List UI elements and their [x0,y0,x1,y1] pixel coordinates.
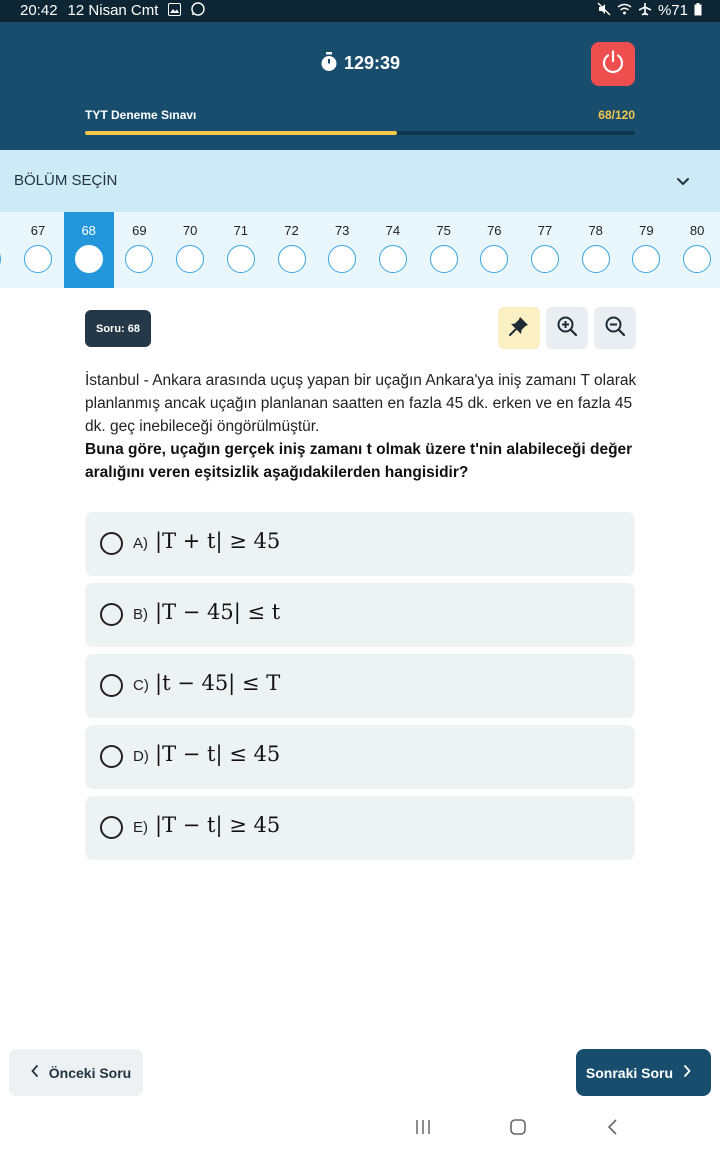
section-selector[interactable] [0,150,720,212]
question-footer [0,1040,720,1102]
option-math: |T − 45| ≤ t [155,600,281,624]
question-status-circle [480,245,508,273]
zoom-out-icon [604,315,626,342]
question-status-circle [328,245,356,273]
question-nav-number: 72 [284,223,299,238]
question-status-circle [683,245,711,273]
question-nav-item[interactable] [419,212,469,288]
question-nav-item[interactable] [317,212,367,288]
question-status-circle [632,245,660,273]
question-nav-number: 71 [233,223,249,238]
question-nav-number: 78 [588,223,603,238]
question-nav-item[interactable] [469,212,519,288]
answer-option-b[interactable] [85,583,635,647]
question-number-badge: Soru: 68 [85,310,151,347]
exam-progress-count: 68/120 [598,108,635,122]
chevron-right-icon [683,1064,691,1082]
question-nav-number: 76 [487,223,502,238]
previous-question-label: Önceki Soru [48,1064,132,1081]
question-text: İstanbul - Ankara arasında uçuş yapan bir uçağın Ankara'ya iniş zamanı T olarak planlanmış ancak uçağın planlanan saatten en fazla 45 dk. erken ve en fazla 45 dk. geç inebileceği öngörülmüştür. [85,372,637,435]
answer-option-e[interactable] [85,796,635,860]
option-letter: B) [133,606,148,623]
question-status-circle [24,245,52,273]
exam-header [0,22,720,150]
radio-button[interactable] [100,603,123,626]
question-status-circle [278,245,306,273]
battery-icon [694,3,702,19]
question-nav-number: 74 [385,223,401,238]
question-nav-item[interactable] [64,212,114,288]
battery-percent: %71 [657,2,688,19]
question-nav-item[interactable] [216,212,266,288]
home-icon[interactable] [509,1118,527,1141]
option-letter: E) [133,819,148,836]
question-status-circle [379,245,407,273]
status-bar [0,0,720,22]
stopwatch-icon [320,52,338,77]
question-nav-item[interactable] [520,212,570,288]
answer-option-d[interactable] [85,725,635,789]
question-status-circle [531,245,559,273]
answer-option-c[interactable] [85,654,635,718]
question-nav-number: 73 [334,223,350,238]
question-status-circle [582,245,610,273]
previous-question-button[interactable] [9,1049,143,1096]
question-status-circle [176,245,204,273]
radio-button[interactable] [100,674,123,697]
question-nav-item[interactable] [13,212,63,288]
question-nav-number: 75 [436,223,451,238]
option-math: |T + t| ≥ 45 [155,529,281,553]
question-nav-number: 69 [132,223,147,238]
zoom-in-button[interactable] [546,307,588,349]
gallery-icon [168,3,181,19]
next-question-button[interactable] [576,1049,711,1096]
question-nav-number: 70 [182,223,198,238]
option-math: |t − 45| ≤ T [155,671,281,695]
pin-question-button[interactable] [498,307,540,349]
power-icon [600,49,626,80]
option-math: |T − t| ≤ 45 [155,742,281,766]
question-nav-item[interactable] [165,212,215,288]
radio-button[interactable] [100,532,123,555]
question-nav-number: 80 [689,223,705,238]
question-nav-number: 67 [30,223,46,238]
radio-button[interactable] [100,745,123,768]
question-prompt: Buna göre, uçağın gerçek iniş zamanı t olmak üzere t'nin alabileceği değer aralığını veren eşitsizlik aşağıdakilerden hangisidir? [85,441,633,481]
mute-icon [597,2,611,19]
option-letter: D) [133,748,149,765]
status-date: 12 Nisan Cmt [67,2,159,19]
question-nav-number: 68 [81,223,96,238]
chevron-down-icon [676,174,690,192]
wifi-icon [617,3,632,18]
exam-title: TYT Deneme Sınavı [85,108,197,122]
question-nav-number: 77 [537,223,553,238]
question-nav-item[interactable] [368,212,418,288]
question-status-circle [430,245,458,273]
option-letter: C) [133,677,149,694]
finish-exam-button[interactable] [591,42,635,86]
exam-progress-bar [85,131,635,135]
question-status-circle [0,245,1,273]
question-status-circle [125,245,153,273]
exam-progress-fill [85,131,397,135]
question-nav-item[interactable] [621,212,671,288]
airplane-icon [638,2,652,19]
next-question-label: Sonraki Soru [585,1064,674,1081]
question-status-circle [75,245,103,273]
option-letter: A) [133,535,148,552]
question-nav-number: 79 [639,223,654,238]
status-time: 20:42 [20,2,58,19]
question-nav-item[interactable] [571,212,621,288]
answer-option-a[interactable] [85,512,635,576]
recent-apps-icon[interactable] [414,1118,432,1141]
question-status-circle [227,245,255,273]
question-nav-item[interactable] [672,212,720,288]
chevron-left-icon [31,1064,39,1082]
question-nav-item[interactable] [114,212,164,288]
option-math: |T − t| ≥ 45 [155,813,281,837]
system-navigation-bar [0,1104,720,1152]
zoom-in-icon [556,315,578,342]
whatsapp-icon [191,2,205,19]
question-navigator [0,212,720,288]
section-selector-label: BÖLÜM SEÇİN [14,172,118,189]
radio-button[interactable] [100,816,123,839]
zoom-out-button[interactable] [594,307,636,349]
timer-value: 129:39 [343,53,401,73]
pin-icon [508,315,530,342]
question-nav-item-partial[interactable] [0,212,12,288]
back-icon[interactable] [606,1118,620,1141]
question-nav-item[interactable] [267,212,317,288]
